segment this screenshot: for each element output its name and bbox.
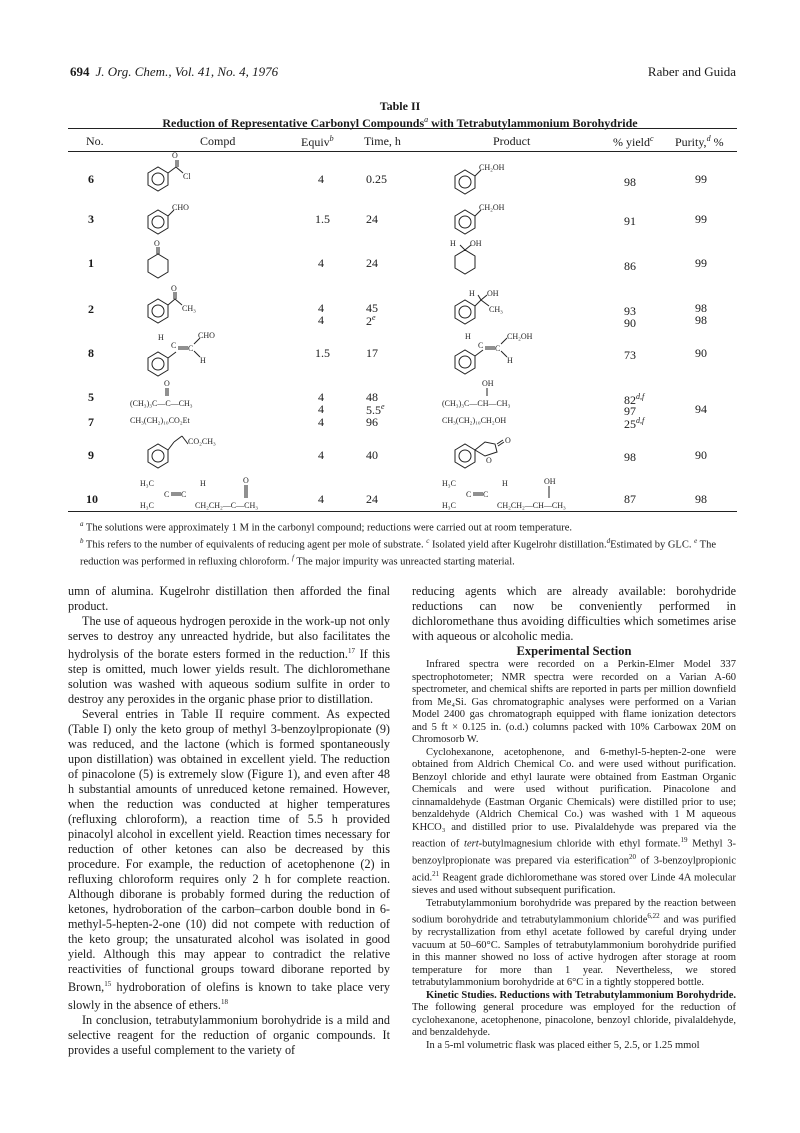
table-title: Reduction of Representative Carbonyl Compounds$^a$ with Tetrabutylammonium Borohydride [162, 115, 638, 130]
svg-text:CH₂OH: CH₂OH [479, 203, 505, 212]
row-equiv: 4 [318, 172, 324, 186]
svg-text:H: H [469, 289, 475, 298]
row-yield: 97 [624, 404, 636, 418]
right-column [412, 584, 736, 1052]
svg-text:C: C [478, 341, 484, 350]
row-equiv: 1.5 [315, 212, 330, 226]
experimental-text [412, 659, 736, 1052]
row-yield: 98 [624, 450, 636, 464]
structure-benzyl-alcohol [445, 200, 515, 242]
svg-text:(CH₃)₃C—C—CH₃: (CH₃)₃C—C—CH₃ [130, 399, 193, 408]
svg-text:CH₂OH: CH₂OH [507, 332, 533, 341]
structure-phenylethanol [445, 290, 525, 330]
table-label: Table II [379, 99, 421, 113]
header-yield: % yield$^c$ [613, 134, 654, 149]
structure-pinacolone [130, 378, 250, 408]
row-purity: 99 [695, 256, 707, 270]
section-heading: Experimental Section [516, 644, 632, 658]
row-purity: 90 [695, 346, 707, 360]
row-purity: 99 [695, 172, 707, 186]
svg-text:CH₂CH₂—CH—CH₃: CH₂CH₂—CH—CH₃ [497, 501, 566, 510]
svg-text:CH₂OH: CH₂OH [479, 163, 505, 172]
structure-cyclohexanone [138, 238, 208, 282]
paragraph: In conclusion, tetrabutylammonium borohydride is a mild and selective reagent for the reduction of organic compounds. It provides a useful complement to the variety of [68, 1013, 390, 1058]
structure-methyl-benzoylpropionate [138, 430, 228, 470]
row-time: 24 [366, 492, 378, 506]
svg-text:C: C [466, 490, 472, 499]
structure-cinnamaldehyde [138, 330, 238, 376]
authors: Raber and Guida [647, 64, 736, 79]
table-caption [0, 99, 800, 130]
row-purity: 94 [695, 402, 707, 416]
journal-citation [70, 64, 278, 80]
structure-pinacolyl-alcohol [442, 378, 562, 408]
svg-text:H: H [158, 333, 164, 342]
row-time: 0.25 [366, 172, 387, 186]
header-purity: Purity,$^d$ % [675, 134, 724, 149]
svg-text:C: C [188, 344, 194, 353]
svg-text:C: C [483, 490, 489, 499]
svg-text:H: H [200, 356, 206, 365]
svg-text:C: C [171, 341, 177, 350]
svg-text:H: H [450, 239, 456, 248]
row-yield: 86 [624, 259, 636, 273]
svg-text:C: C [164, 490, 170, 499]
row-yield: 91 [624, 214, 636, 228]
svg-text:OH: OH [487, 289, 499, 298]
row-no: 2 [88, 302, 94, 316]
journal-name: J. Org. Chem., Vol. 41, No. 4, 1976 [95, 64, 279, 79]
svg-text:O: O [243, 476, 249, 485]
paragraph: Tetrabutylammonium borohydride was prepared by the reaction between sodium borohydride and tetrabutylammonium chloride$^{6,22}$ and was purified by recrystallization from ethyl acetate followed by careful drying under vacuum at 50–60°C. Samples of tetrabutylammonium borohydride purified in this manner showed no loss of active hydrogen after storage at room temperature for more than 1 year. Nevertheless, we stored tetrabutylammonium borohydride at 6°C in a tightly stoppered bottle. [412, 897, 737, 988]
row-no: 8 [88, 346, 94, 360]
header-product: Product [493, 134, 531, 148]
row-time: 48 [366, 390, 378, 404]
running-header [70, 64, 736, 82]
svg-text:H: H [502, 479, 508, 488]
svg-text:H₃C: H₃C [140, 479, 154, 488]
paragraph: In a 5-ml volumetric flask was placed either 5, 2.5, or 1.25 mmol [426, 1039, 700, 1051]
row-yield: 98 [624, 175, 636, 189]
paragraph: umn of alumina. Kugelrohr distillation then afforded the final product. [68, 584, 390, 613]
svg-text:O: O [505, 436, 511, 445]
paragraph: Several entries in Table II require comment. As expected (Table I) only the keto group of methyl 3-benzoylpropionate (9) was reduced, and the lactone (which is formed spontaneously upon distillation) was obtained in excellent yield. The reduction of pinacolone (5) is extremely slow (Figure 1), and even after 48 h substantial amounts of unreduced ketone remained. However, when the reduction was conducted at higher temperatures (refluxing chloroform), a reaction time of 5.5 h provided pinacolyl alcohol in excellent yield. Reaction times necessary for reduction of other ketones can also be decreased by this procedure. For example, the reduction of acetophenone (2) in refluxing chloroform requires only 2 h for complete reaction. Although diborane is probably formed during the reduction of ketones, hydroboration of the carbon–carbon double bond in 6-methyl-5-hepten-2-one (10) did not compete with reduction of the keto group; the unsaturated alcohol was isolated in good yield. Although this may appear to contradict the relative reactivities of functional groups toward diborane reported by Brown,$^{15}$ hydroboration of olefins is known to take place very slowly in the absence of ethers.$^{18}$ [68, 707, 390, 1013]
table-top-rule [68, 128, 737, 129]
svg-text:H₃C: H₃C [442, 501, 456, 510]
header-compd: Compd [200, 134, 236, 148]
structure-dodecanol: CH₃(CH₂)₁₀CH₂OH [442, 416, 507, 425]
row-yield: 25$^{d,f}$ [624, 416, 645, 431]
structure-acetophenone [138, 283, 208, 329]
row-equiv: 1.5 [315, 346, 330, 360]
structure-benzaldehyde [138, 198, 208, 240]
svg-text:O: O [154, 239, 160, 248]
svg-text:H: H [200, 479, 206, 488]
row-no: 5 [88, 390, 94, 404]
footnote: $^a$ The solutions were approximately 1 M in the carbonyl compound; reductions were carried out at room temperature. [80, 520, 572, 534]
row-equiv: 4 [318, 402, 324, 416]
row-time: 40 [366, 448, 378, 462]
structure-benzoyl-chloride [138, 151, 208, 197]
svg-text:O: O [486, 456, 492, 465]
row-time: 2e [366, 313, 376, 328]
row-purity: 98 [695, 301, 707, 315]
row-no: 9 [88, 448, 94, 462]
row-equiv: 4 [318, 256, 324, 270]
paragraph: Infrared spectra were recorded on a Perkin-Elmer Model 337 spectrophotometer; NMR spectra were recorded on a Varian A-60 spectrometer, and chemical shifts are reported in parts per million downfield from Me₄Si. Gas chromatographic analyses were performed on a Varian Model 2400 gas chromatograph equipped with flame ionization detectors and 5 ft × 0.125 in. (o.d.) columns packed with 10% Carbowax 20M on Chromosorb W. [412, 659, 736, 745]
row-yield: 73 [624, 348, 636, 362]
row-no: 3 [88, 212, 94, 226]
structure-methylheptenol [442, 476, 612, 512]
svg-text:(CH₃)₃C—CH—CH₃: (CH₃)₃C—CH—CH₃ [442, 399, 511, 408]
svg-text:OH: OH [470, 239, 482, 248]
row-time: 45 [366, 301, 378, 315]
row-purity: 99 [695, 212, 707, 226]
table-footnotes [80, 518, 740, 569]
svg-text:CO₂CH₃: CO₂CH₃ [188, 437, 216, 446]
row-no: 1 [88, 256, 94, 270]
header-time: Time, h [364, 134, 401, 148]
row-time: 96 [366, 415, 378, 429]
svg-text:O: O [164, 379, 170, 388]
paragraph: The use of aqueous hydrogen peroxide in the work-up not only serves to destroy any unreacted hydride, but also facilitates the hydrolysis of the borate esters formed in the reduction.$^{17}$ If this step is omitted, much lower yields result. The dichloromethane solution was washed with aqueous sodium sulfite in order to destroy any peroxides in the organic phase prior to distillation. [68, 614, 390, 707]
structure-methylheptenone [140, 476, 300, 512]
row-no: 10 [86, 492, 98, 506]
svg-text:CH₃: CH₃ [182, 304, 196, 313]
row-equiv: 4 [318, 301, 324, 315]
row-equiv: 4 [318, 390, 324, 404]
footnote: $^b$ This refers to the number of equivalents of reducing agent per mole of substrate. $^c$ Isolated yield after Kugelrohr distillation.$^d$Estimated by GLC. $^e$ The reduction was performed in refluxing chloroform. $^f$ The major impurity was unreacted starting material. [80, 537, 716, 568]
structure-ethyl-laurate: CH₃(CH₂)₁₀CO₂Et [130, 416, 190, 425]
svg-text:H: H [507, 356, 513, 365]
svg-text:C: C [181, 490, 187, 499]
page-number: 694 [70, 64, 90, 79]
row-yield: 93 [624, 304, 636, 318]
row-time: 24 [366, 212, 378, 226]
header-no: No. [86, 134, 104, 148]
svg-text:OH: OH [544, 477, 556, 486]
row-time: 5.5e [366, 402, 385, 417]
svg-text:Cl: Cl [183, 172, 191, 181]
row-no: 6 [88, 172, 94, 186]
row-no: 7 [88, 415, 94, 429]
left-column [68, 584, 390, 1058]
table-header-rule [68, 151, 737, 152]
svg-text:CH₂CH₂—C—CH₃: CH₂CH₂—C—CH₃ [195, 501, 259, 510]
svg-text:CH₃: CH₃ [489, 305, 503, 314]
paragraph: Cyclohexanone, acetophenone, and 6-methyl-5-hepten-2-one were obtained from Aldrich Chemical Co. and were used without purification. Benzoyl chloride and ethyl laurate were obtained from Eastman Organic Chemicals and were used without purification. Pinacolone and cinnamaldehyde (Eastman Organic Chemicals) were distilled prior to use; benzaldehyde (Aldrich Chemical Co.) was washed with 1 M aqueous KHCO₃ and distilled prior to use. Pivalaldehyde was prepared via the reaction of tert-butylmagnesium chloride with ethyl formate.$^{19}$ Methyl 3-benzoylpropionate was prepared via esterification$^{20}$ of 3-benzoylpropionic acid.$^{21}$ Reagent grade dichloromethane was stored over Linde 4A molecular sieves and used without subsequent purification. [412, 746, 736, 896]
row-purity: 98 [695, 492, 707, 506]
structure-cyclohexanol [445, 240, 515, 280]
paragraph: reducing agents which are already available: borohydride reductions can now be conveniently performed in dichloromethane thus avoiding difficulties which sometimes arise with aqueous or alcoholic media. [412, 584, 736, 643]
svg-text:O: O [172, 151, 178, 160]
row-yield: 82$^{d,f}$ [624, 392, 645, 407]
row-yield: 90 [624, 316, 636, 330]
structure-benzyl-alcohol [445, 160, 515, 202]
row-equiv: 4 [318, 448, 324, 462]
row-equiv: 4 [318, 313, 324, 327]
svg-text:H₃C: H₃C [140, 501, 154, 510]
row-time: 17 [366, 346, 378, 360]
row-yield: 87 [624, 492, 636, 506]
row-equiv: 4 [318, 492, 324, 506]
row-equiv: 4 [318, 415, 324, 429]
structure-phenyl-lactone [445, 432, 535, 472]
structure-cinnamyl-alcohol [445, 332, 555, 376]
paragraph: Kinetic Studies. Reductions with Tetrabutylammonium Borohydride. The following general procedure was employed for the reduction of cyclohexanone, acetophenone, pinacolone, benzoyl chloride, pivalaldehyde, and benzaldehyde. [412, 989, 736, 1038]
svg-text:O: O [171, 284, 177, 293]
row-purity: 98 [695, 313, 707, 327]
svg-text:OH: OH [482, 379, 494, 388]
svg-text:H: H [465, 332, 471, 341]
row-time: 24 [366, 256, 378, 270]
svg-text:CHO: CHO [172, 203, 189, 212]
row-purity: 90 [695, 448, 707, 462]
svg-text:C: C [495, 344, 501, 353]
svg-text:CHO: CHO [198, 331, 215, 340]
header-equiv: Equiv$^b$ [301, 134, 334, 149]
svg-text:H₃C: H₃C [442, 479, 456, 488]
